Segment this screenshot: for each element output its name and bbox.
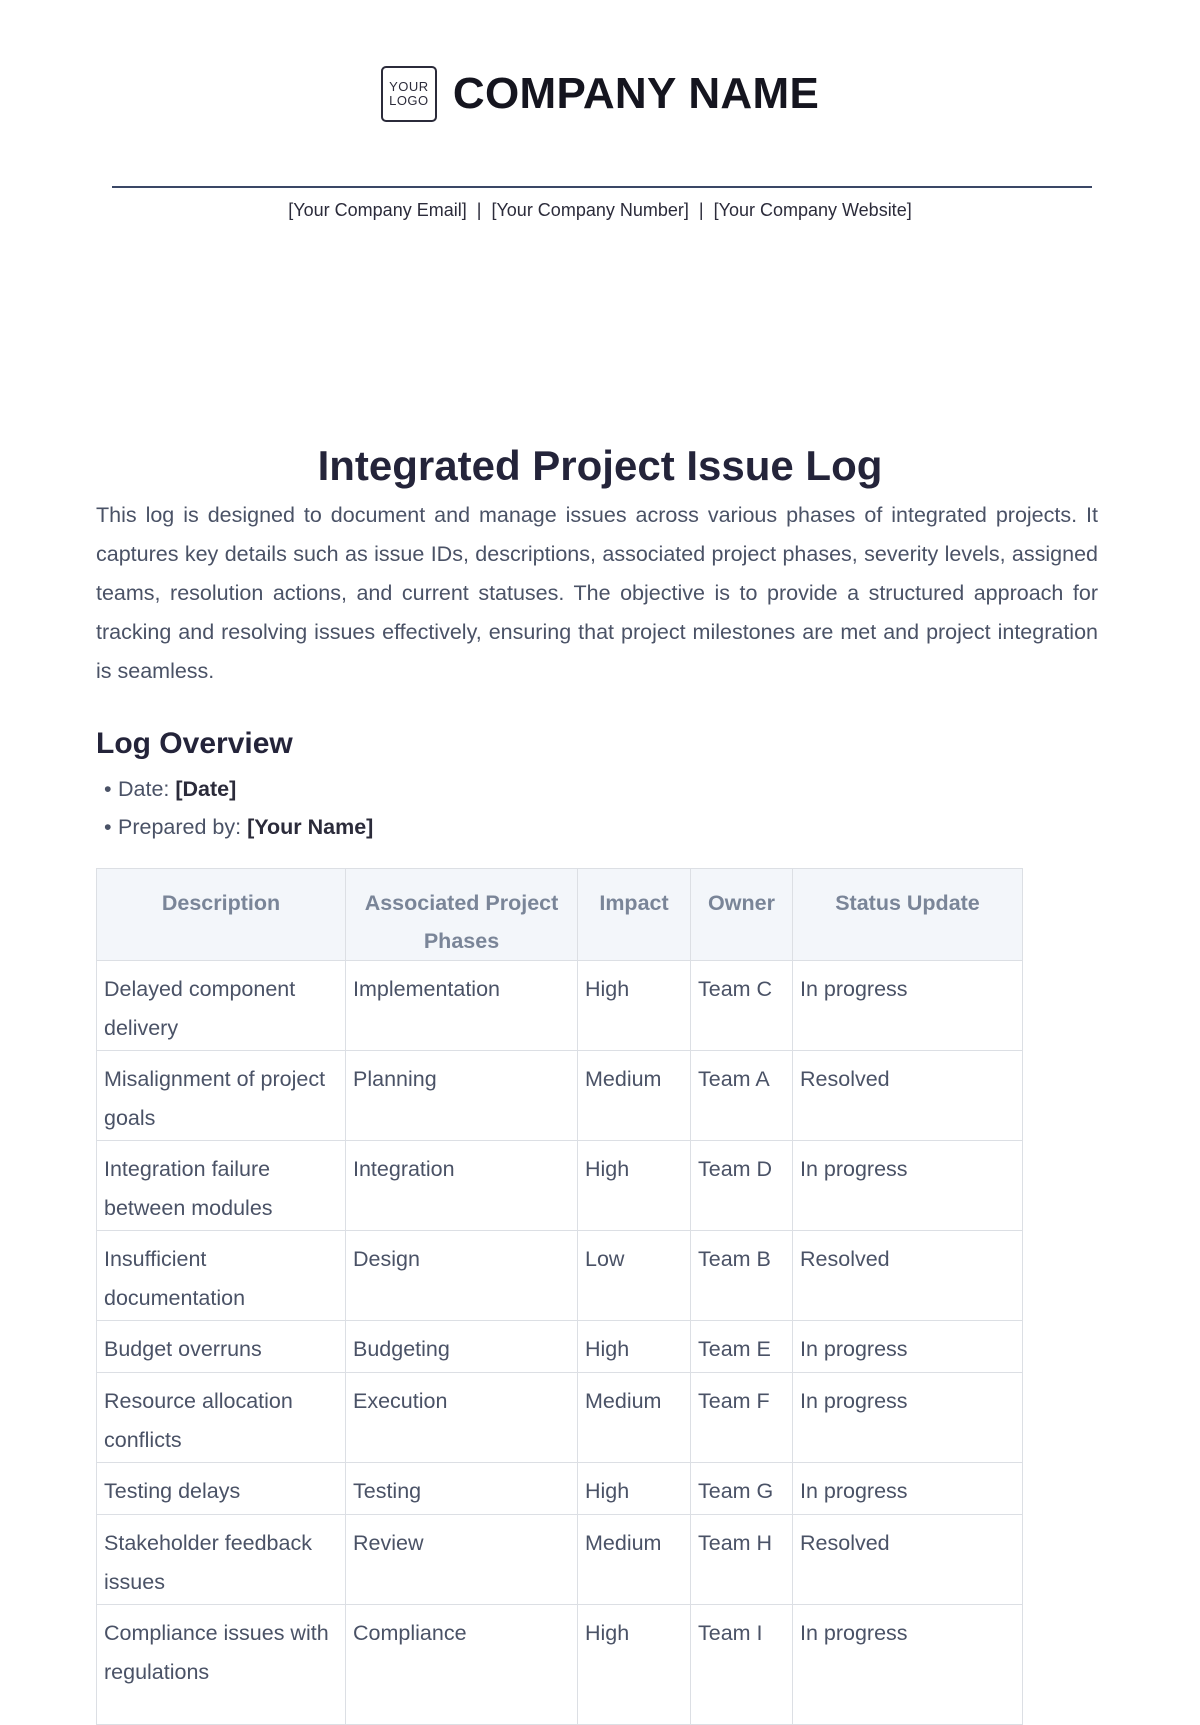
cell-description: Resource allocation conflicts [97, 1373, 346, 1463]
table-row [97, 1605, 1023, 1725]
intro-paragraph: This log is designed to document and manage issues across various phases of integrated projects. It captures key details such as issue IDs, descriptions, associated project phases, severity levels, assigned teams, resolution actions, and current statuses. The objective is to provide a structured approach for tracking and resolving issues effectively, ensuring that project milestones are met and project integration is seamless. [96, 503, 1098, 683]
cell-owner: Team F [691, 1373, 793, 1463]
cell-impact: High [578, 1605, 691, 1725]
cell-phase: Compliance [346, 1605, 578, 1725]
date-label: Date: [118, 777, 170, 801]
cell-description: Misalignment of project goals [97, 1051, 346, 1141]
table-row [97, 1231, 1023, 1321]
cell-impact: Low [578, 1231, 691, 1321]
cell-phase: Budgeting [346, 1321, 578, 1373]
cell-owner: Team E [691, 1321, 793, 1373]
cell-description: Delayed component delivery [97, 961, 346, 1051]
cell-impact: Medium [578, 1373, 691, 1463]
cell-description: Insufficient documentation [97, 1231, 346, 1321]
date-value: [Date] [175, 777, 237, 801]
cell-impact: High [578, 1463, 691, 1515]
cell-status: In progress [793, 1605, 1023, 1725]
cell-owner: Team I [691, 1605, 793, 1725]
issue-table [96, 868, 1023, 1725]
cell-impact: Medium [578, 1515, 691, 1605]
cell-owner: Team H [691, 1515, 793, 1605]
cell-impact: Medium [578, 1051, 691, 1141]
cell-owner: Team B [691, 1231, 793, 1321]
logo-placeholder [381, 66, 437, 122]
cell-phase: Integration [346, 1141, 578, 1231]
cell-description: Compliance issues with regulations [97, 1605, 346, 1725]
cell-status: Resolved [793, 1515, 1023, 1605]
cell-status: In progress [793, 1463, 1023, 1515]
table-header-row [97, 869, 1023, 961]
cell-impact: High [578, 961, 691, 1051]
cell-owner: Team D [691, 1141, 793, 1231]
header-status-update: Status Update [793, 869, 1023, 961]
table-row [97, 1515, 1023, 1605]
overview-list [96, 770, 373, 846]
cell-status: In progress [793, 961, 1023, 1051]
table-row [97, 1141, 1023, 1231]
letterhead [0, 66, 1200, 122]
cell-impact: High [578, 1321, 691, 1373]
cell-status: In progress [793, 1141, 1023, 1231]
cell-status: In progress [793, 1321, 1023, 1373]
cell-description: Stakeholder feedback issues [97, 1515, 346, 1605]
header-owner: Owner [691, 869, 793, 961]
overview-prepared-item [96, 808, 373, 846]
cell-status: Resolved [793, 1231, 1023, 1321]
company-name: COMPANY NAME [452, 69, 820, 118]
contact-line [0, 200, 1200, 221]
cell-impact: High [578, 1141, 691, 1231]
logo-text-line1: YOUR [389, 79, 429, 94]
contact-separator: | [476, 200, 482, 220]
cell-description: Testing delays [97, 1463, 346, 1515]
logo-text-line2: LOGO [389, 93, 429, 108]
prepared-by-label: Prepared by: [118, 815, 242, 839]
cell-phase: Testing [346, 1463, 578, 1515]
table-row [97, 1321, 1023, 1373]
cell-phase: Execution [346, 1373, 578, 1463]
cell-owner: Team G [691, 1463, 793, 1515]
bullet-icon: • [104, 777, 112, 801]
table-row [97, 1463, 1023, 1515]
overview-date-item [96, 770, 373, 808]
prepared-by-value: [Your Name] [247, 815, 374, 839]
cell-phase: Implementation [346, 961, 578, 1051]
header-impact: Impact [578, 869, 691, 961]
cell-description: Integration failure between modules [97, 1141, 346, 1231]
company-email: [Your Company Email] [288, 200, 467, 220]
cell-phase: Design [346, 1231, 578, 1321]
log-overview-heading: Log Overview [96, 727, 293, 760]
cell-owner: Team A [691, 1051, 793, 1141]
cell-owner: Team C [691, 961, 793, 1051]
cell-description: Budget overruns [97, 1321, 346, 1373]
cell-status: Resolved [793, 1051, 1023, 1141]
cell-status: In progress [793, 1373, 1023, 1463]
header-description: Description [97, 869, 346, 961]
cell-phase: Review [346, 1515, 578, 1605]
table-row [97, 961, 1023, 1051]
header-project-phases: Associated Project Phases [346, 869, 578, 961]
header-divider [112, 186, 1092, 188]
contact-separator: | [698, 200, 704, 220]
company-website: [Your Company Website] [713, 200, 912, 220]
company-number: [Your Company Number] [491, 200, 689, 220]
table-row [97, 1051, 1023, 1141]
table-row [97, 1373, 1023, 1463]
bullet-icon: • [104, 815, 112, 839]
cell-phase: Planning [346, 1051, 578, 1141]
document-title: Integrated Project Issue Log [317, 442, 883, 489]
